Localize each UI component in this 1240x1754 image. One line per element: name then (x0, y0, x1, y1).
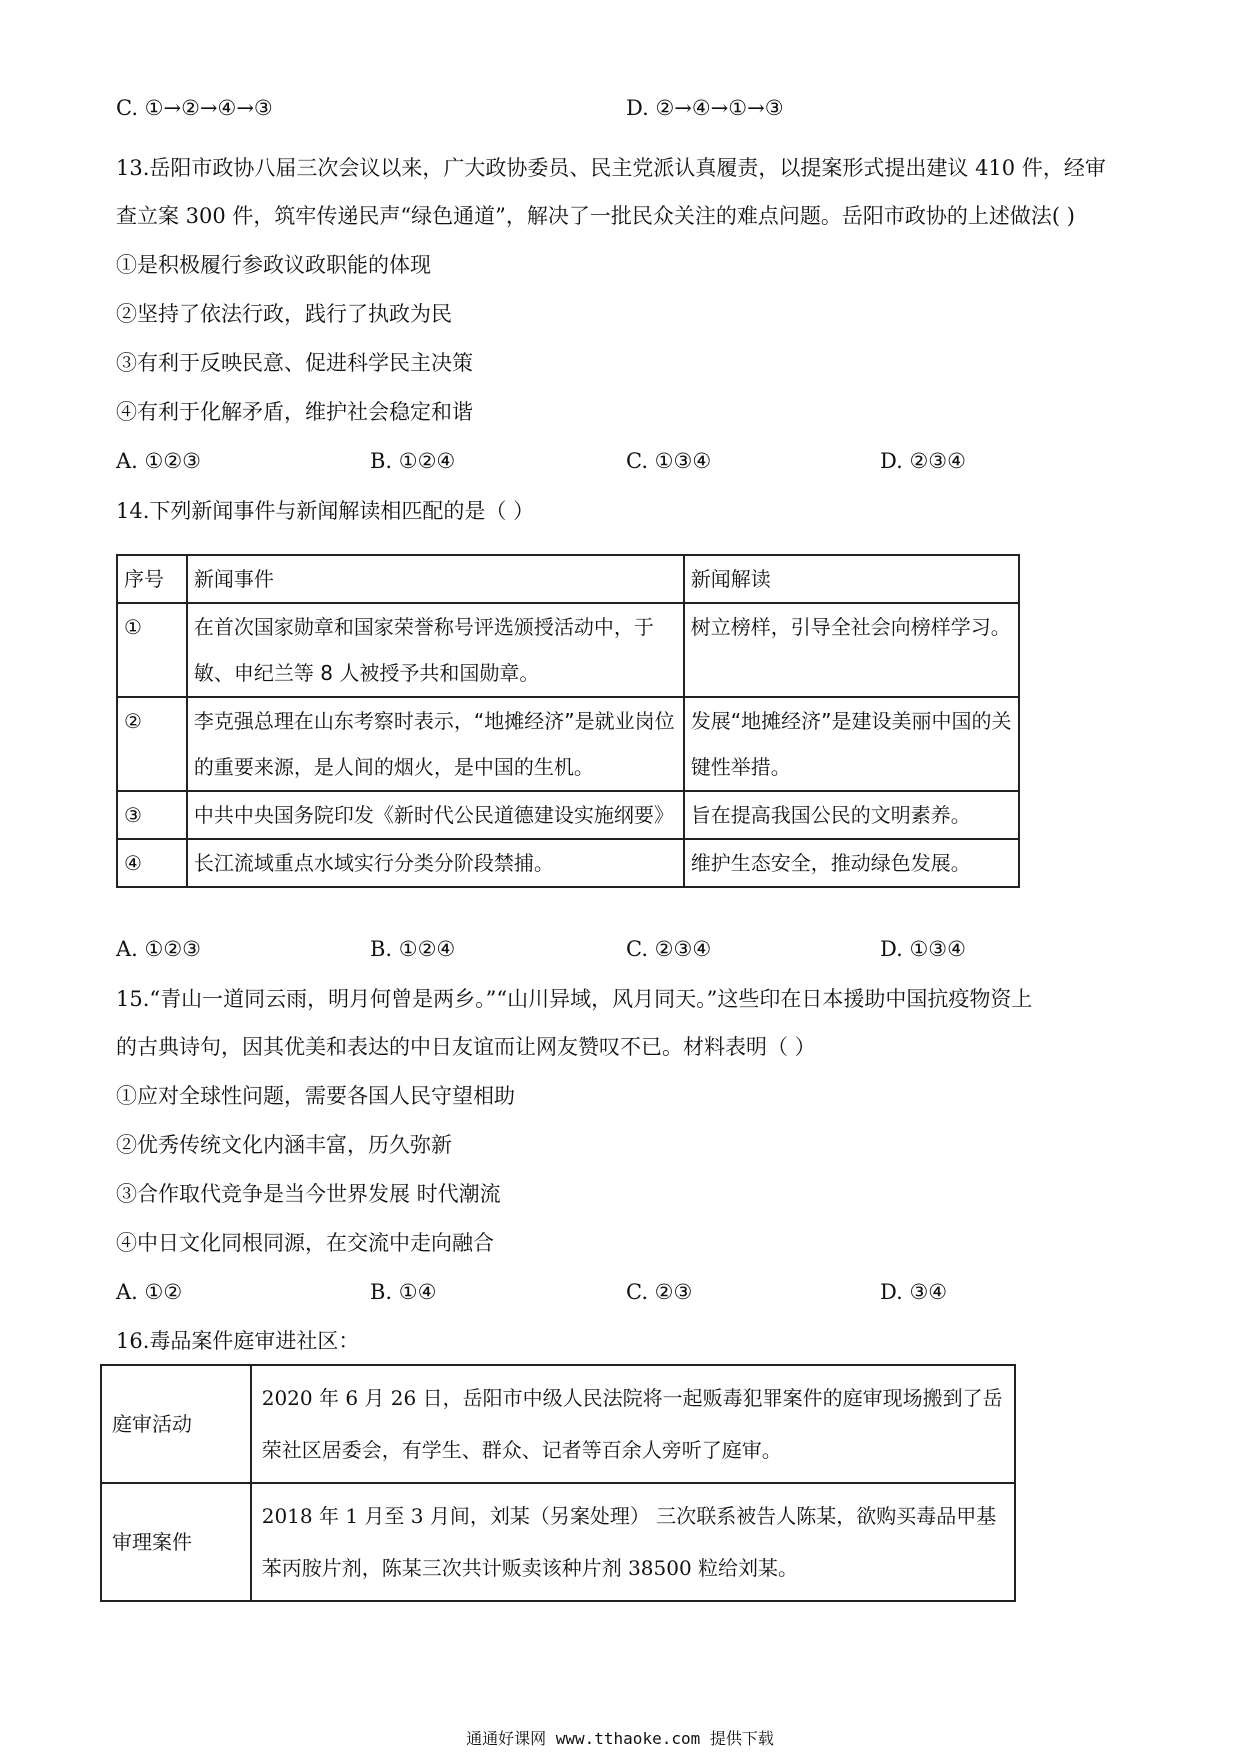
row-no: ④ (117, 839, 187, 887)
q13-option-a: A. ①②③ (116, 449, 201, 473)
q15-stem-line2: 的古典诗句，因其优美和表达的中日友谊而让网友赞叹不已。材料表明（ ） (116, 1035, 816, 1059)
row-text: 2018 年 1 月至 3 月间，刘某（另案处理） 三次联系被告人陈某，欲购买毒品甲基苯丙胺片剂，陈某三次共计贩卖该种片剂 38500 粒给刘某。 (251, 1483, 1015, 1601)
row-event: 在首次国家勋章和国家荣誉称号评选颁授活动中，于敏、申纪兰等 8 人被授予共和国勋章。 (187, 603, 684, 697)
table-header-row (117, 555, 1019, 603)
q16-case-table (100, 1364, 1016, 1602)
q14-option-b: B. ①②④ (370, 937, 456, 961)
table-row (117, 603, 1019, 697)
q13-item-3: ③有利于反映民意、促进科学民主决策 (116, 351, 473, 375)
table-row (101, 1483, 1015, 1601)
row-no: ① (117, 603, 187, 697)
table-row (117, 839, 1019, 887)
q16-stem: 16.毒品案件庭审进社区： (116, 1329, 360, 1353)
q15-item-4: ④中日文化同根同源，在交流中走向融合 (116, 1231, 494, 1255)
table-row (117, 791, 1019, 839)
q13-stem-line1: 13.岳阳市政协八届三次会议以来，广大政协委员、民主党派认真履责，以提案形式提出建议 410 件，经审 (116, 156, 1106, 180)
row-event: 中共中央国务院印发《新时代公民道德建设实施纲要》 (187, 791, 684, 839)
q13-option-b: B. ①②④ (370, 449, 456, 473)
q13-item-2: ②坚持了依法行政，践行了执政为民 (116, 302, 452, 326)
header-no: 序号 (117, 555, 187, 603)
q13-stem-line2: 查立案 300 件，筑牢传递民声“绿色通道”，解决了一批民众关注的难点问题。岳阳市政协的上述做法( ) (116, 204, 1075, 228)
q15-option-d: D. ③④ (880, 1280, 948, 1304)
q15-item-2: ②优秀传统文化内涵丰富，历久弥新 (116, 1133, 452, 1157)
row-event: 李克强总理在山东考察时表示，“地摊经济”是就业岗位的重要来源，是人间的烟火，是中国的生机。 (187, 697, 684, 791)
q15-option-c: C. ②③ (626, 1280, 693, 1304)
q14-option-a: A. ①②③ (116, 937, 201, 961)
row-no: ② (117, 697, 187, 791)
q12-option-c: C. ①→②→④→③ (116, 96, 273, 120)
q14-stem: 14.下列新闻事件与新闻解读相匹配的是（ ） (116, 499, 535, 523)
q14-option-c: C. ②③④ (626, 937, 712, 961)
table-row (101, 1365, 1015, 1483)
row-label: 庭审活动 (101, 1365, 251, 1483)
q14-option-d: D. ①③④ (880, 937, 966, 961)
row-reading: 维护生态安全，推动绿色发展。 (684, 839, 1019, 887)
row-reading: 旨在提高我国公民的文明素养。 (684, 791, 1019, 839)
row-no: ③ (117, 791, 187, 839)
footer-watermark: 通通好课网 www.tthaoke.com 提供下载 (466, 1729, 774, 1748)
q15-option-a: A. ①② (116, 1280, 183, 1304)
q13-item-4: ④有利于化解矛盾，维护社会稳定和谐 (116, 400, 473, 424)
header-event: 新闻事件 (187, 555, 684, 603)
table-row (117, 697, 1019, 791)
q12-option-d: D. ②→④→①→③ (626, 96, 784, 120)
q13-option-c: C. ①③④ (626, 449, 712, 473)
row-event: 长江流域重点水域实行分类分阶段禁捕。 (187, 839, 684, 887)
header-reading: 新闻解读 (684, 555, 1019, 603)
q13-item-1: ①是积极履行参政议政职能的体现 (116, 253, 431, 277)
q15-item-1: ①应对全球性问题，需要各国人民守望相助 (116, 1084, 515, 1108)
q15-option-b: B. ①④ (370, 1280, 437, 1304)
q13-option-d: D. ②③④ (880, 449, 966, 473)
row-reading: 发展“地摊经济”是建设美丽中国的关键性举措。 (684, 697, 1019, 791)
q15-item-3: ③合作取代竞争是当今世界发展 时代潮流 (116, 1182, 501, 1206)
q15-stem-line1: 15.“青山一道同云雨，明月何曾是两乡。”“山川异域，风月同天。”这些印在日本援助中国抗疫物资上 (116, 987, 1033, 1011)
row-label: 审理案件 (101, 1483, 251, 1601)
q14-news-table (116, 554, 1020, 888)
row-text: 2020 年 6 月 26 日，岳阳市中级人民法院将一起贩毒犯罪案件的庭审现场搬到了岳荣社区居委会，有学生、群众、记者等百余人旁听了庭审。 (251, 1365, 1015, 1483)
row-reading: 树立榜样，引导全社会向榜样学习。 (684, 603, 1019, 697)
